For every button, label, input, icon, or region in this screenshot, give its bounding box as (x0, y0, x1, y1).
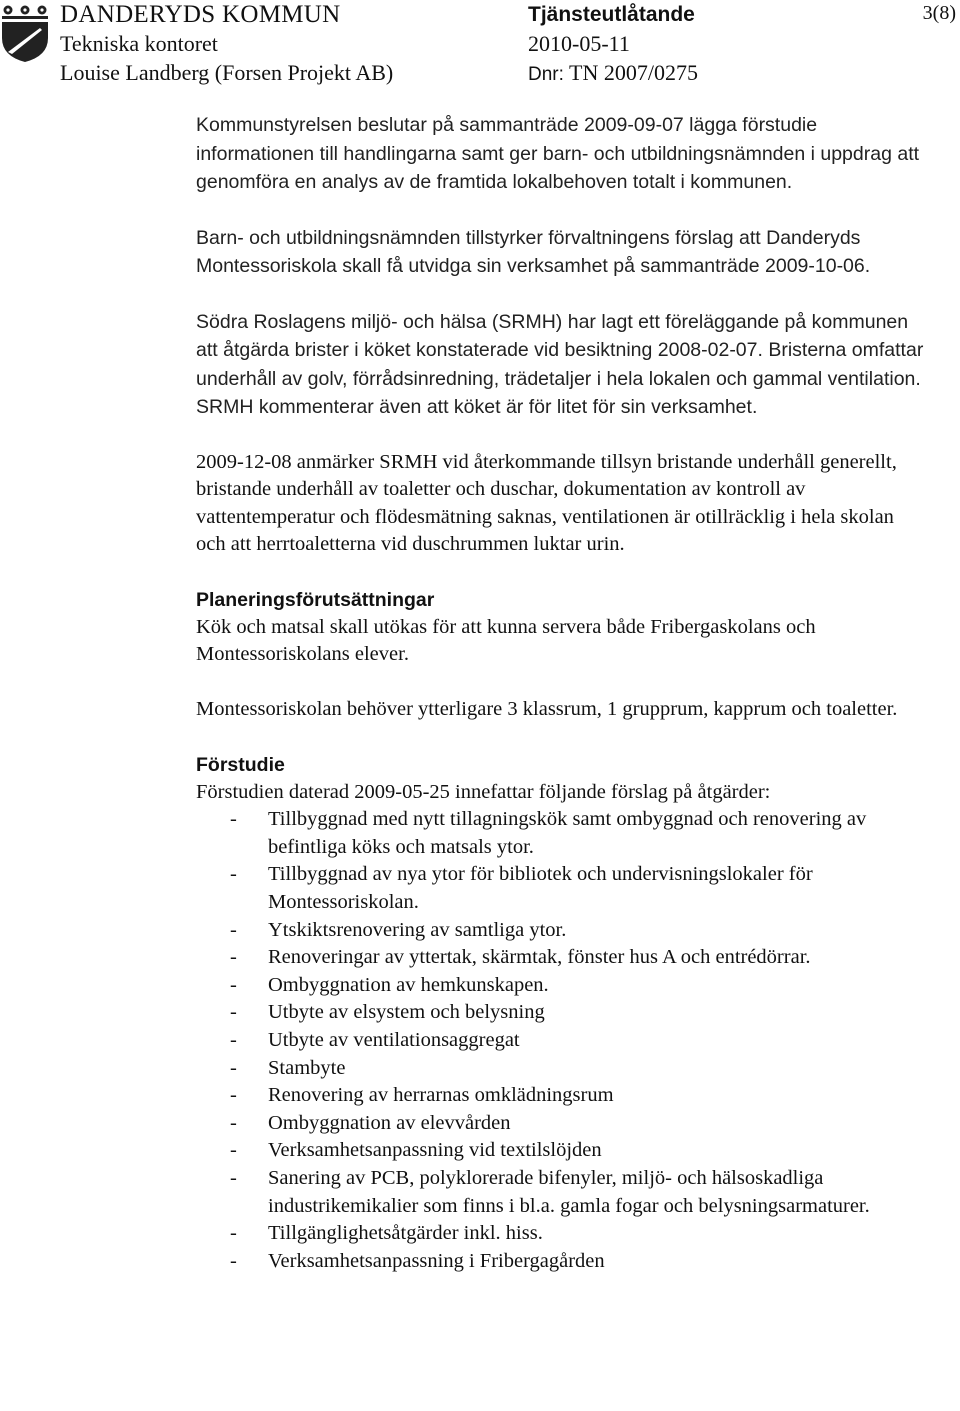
dnr (528, 58, 698, 89)
page-number: 3(8) (922, 2, 956, 24)
document-body (196, 111, 926, 1275)
list-item (230, 972, 926, 1000)
list-item-text: Verksamhetsanpassning vid textilslöjden (268, 1139, 602, 1162)
department: Tekniska kontoret (60, 31, 218, 56)
dash-bullet: - (230, 1139, 237, 1162)
list-item-text: Tillbyggnad av nya ytor för bibliotek och undervisningslokaler för Montessoriskolan. (268, 863, 813, 914)
paragraph: Kommunstyrelsen beslutar på sammanträde 2009-09-07 lägga förstudie informationen till handlingarna samt ger barn- och utbildningsnämnden i uppdrag att genomföra en analys av de framtida lokalbehoven totalt i kommunen. (196, 114, 920, 193)
dash-bullet: - (230, 808, 237, 831)
list-item (230, 1027, 926, 1055)
dash-bullet: - (230, 1111, 237, 1134)
paragraph: Barn- och utbildningsnämnden tillstyrker förvaltningens förslag att Danderyds Montessoriskola skall få utvidga sin verksamhet på sammanträde 2009-10-06. (196, 226, 871, 277)
list-item (230, 1220, 926, 1248)
dash-bullet: - (230, 1056, 237, 1079)
dash-bullet: - (230, 1084, 237, 1107)
list-item (230, 806, 926, 861)
municipality-logo (0, 2, 50, 62)
list-item (230, 1055, 926, 1083)
org-name: DANDERYDS KOMMUN (60, 1, 341, 28)
list-item-text: Ombyggnation av hemkunskapen. (268, 973, 549, 996)
list-item-text: Ytskiktsrenovering av samtliga ytor. (268, 918, 567, 941)
list-item-text: Ombyggnation av elevvården (268, 1111, 511, 1134)
measures-list (230, 806, 926, 1275)
list-item (230, 1110, 926, 1138)
header-right (528, 0, 698, 89)
list-item-text: Renovering av herrarnas omklädningsrum (268, 1084, 614, 1107)
list-item-text: Tillbyggnad med nytt tillagningskök samt ombyggnad och renovering av befintliga köks och matsals ytor. (268, 808, 867, 858)
paragraph: Förstudien daterad 2009-05-25 innefattar följande förslag på åtgärder: (196, 780, 771, 803)
list-item (230, 1137, 926, 1165)
dash-bullet: - (230, 1001, 237, 1024)
paragraph: Södra Roslagens miljö- och hälsa (SRMH) har lagt ett föreläggande på kommunen att åtgärda brister i köket konstaterade vid besiktning 2008-02-07. Bristerna omfattar underhåll av golv, förrådsinredning, trädetaljer i hela lokalen och gammal ventilation. SRMH kommenterar även att köket är för litet för sin verksamhet. (196, 310, 924, 418)
list-item-text: Renoveringar av yttertak, skärmtak, fönster hus A och entrédörrar. (268, 946, 811, 969)
dash-bullet: - (230, 1222, 237, 1245)
paragraph: Montessoriskolan behöver ytterligare 3 klassrum, 1 grupprum, kapprum och toaletter. (196, 698, 898, 721)
paragraph: Kök och matsal skall utökas för att kunna servera både Fribergaskolans och Montessoriskolans elever. (196, 615, 816, 666)
dash-bullet: - (230, 918, 237, 941)
section-heading: Förstudie (196, 753, 285, 776)
list-item-text: Stambyte (268, 1056, 346, 1079)
section-heading: Planeringsförutsättningar (196, 588, 435, 611)
dash-bullet: - (230, 946, 237, 969)
list-item-text: Utbyte av ventilationsaggregat (268, 1029, 520, 1051)
paragraph: 2009-12-08 anmärker SRMH vid återkommande tillsyn bristande underhåll generellt, bristande underhåll av toaletter och duschar, dokumentation av kontroll av vattentemperatur och flödesmätning saknas, ventilationen är otillräcklig i hela skolan och att herrtoaletterna vid duschrummen luktar urin. (196, 450, 897, 556)
list-item (230, 917, 926, 945)
list-item-text: Verksamhetsanpassning i Fribergagården (268, 1249, 605, 1272)
list-item (230, 1165, 926, 1220)
list-item (230, 1248, 926, 1276)
header-left (60, 0, 393, 87)
dash-bullet: - (230, 1166, 237, 1189)
dnr-label: Dnr: (528, 64, 564, 85)
dash-bullet: - (230, 973, 237, 996)
list-item-text: Utbyte av elsystem och belysning (268, 1001, 545, 1024)
list-item-text: Sanering av PCB, polyklorerade bifenyler, miljö- och hälsoskadliga industrikemikalier som finns i bl.a. gamla fogar och belysningsarmaturer. (268, 1166, 870, 1217)
author: Louise Landberg (Forsen Projekt AB) (60, 60, 394, 85)
document-date: 2010-05-11 (528, 31, 630, 56)
list-item-text: Tillgänglighetsåtgärder inkl. hiss. (268, 1222, 543, 1245)
dash-bullet: - (230, 1029, 237, 1051)
list-item (230, 1082, 926, 1110)
dnr-value: TN 2007/0275 (569, 60, 698, 85)
list-item (230, 944, 926, 972)
list-item (230, 999, 926, 1027)
dash-bullet: - (230, 1249, 237, 1272)
list-item (230, 861, 926, 916)
document-type: Tjänsteutlåtande (528, 3, 695, 26)
dash-bullet: - (230, 863, 237, 886)
